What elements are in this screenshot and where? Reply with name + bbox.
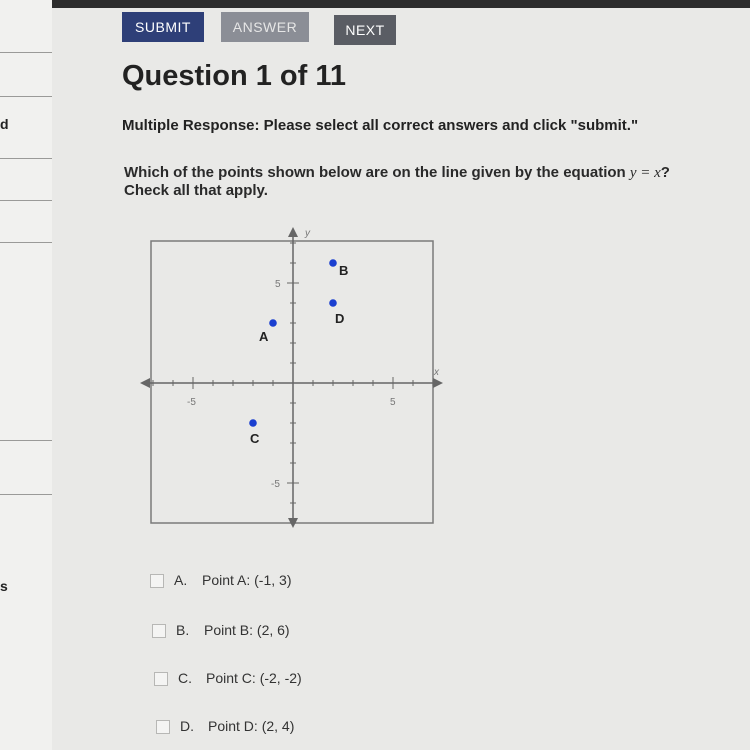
x-axis-arrow-right <box>433 378 443 388</box>
sidebar-divider <box>0 200 52 201</box>
choice-label: Point C: (-2, -2) <box>206 670 302 686</box>
question-prompt <box>124 164 724 199</box>
choice-letter: A. <box>174 572 188 588</box>
choice-label: Point D: (2, 4) <box>208 718 295 734</box>
sidebar-text-fragment: s <box>0 578 8 594</box>
point-label-b: B <box>339 263 349 278</box>
choice-label: Point B: (2, 6) <box>204 622 290 638</box>
sidebar-divider <box>0 52 52 53</box>
choice-letter: D. <box>180 718 194 734</box>
point-label-c: C <box>250 431 260 446</box>
choice-letter: C. <box>178 670 192 686</box>
x-axis-label: x <box>434 367 439 378</box>
coordinate-graph <box>138 224 443 529</box>
y-tick-label: 5 <box>275 279 281 290</box>
question-title: Question 1 of 11 <box>122 60 346 92</box>
equation: y = x <box>629 165 661 181</box>
submit-button[interactable]: SUBMIT <box>122 12 204 42</box>
choice-letter: B. <box>176 622 190 638</box>
x-tick-label: 5 <box>390 397 396 408</box>
top-edge <box>52 0 750 8</box>
checkbox[interactable] <box>154 672 168 686</box>
checkbox[interactable] <box>156 720 170 734</box>
point-b <box>329 259 337 267</box>
point-label-d: D <box>335 311 345 326</box>
sidebar-divider <box>0 158 52 159</box>
checkbox[interactable] <box>150 574 164 588</box>
point-d <box>329 299 337 307</box>
prompt-text: Which of the points shown below are on the line given by the equation <box>124 164 630 181</box>
sidebar-divider <box>0 242 52 243</box>
left-sidebar <box>0 0 52 750</box>
point-c <box>249 419 257 427</box>
sidebar-divider <box>0 440 52 441</box>
choice-label: Point A: (-1, 3) <box>202 572 292 588</box>
next-button[interactable]: NEXT <box>334 15 396 45</box>
sidebar-divider <box>0 96 52 97</box>
y-axis-arrow-up <box>288 227 298 237</box>
y-axis-label: y <box>305 228 310 239</box>
point-a <box>269 319 277 327</box>
checkbox[interactable] <box>152 624 166 638</box>
sidebar-text-fragment: d <box>0 116 9 132</box>
x-axis-arrow-left <box>140 378 150 388</box>
instruction-text: Multiple Response: Please select all correct answers and click "submit." <box>122 117 639 134</box>
prompt-text: Check all that apply. <box>124 182 268 199</box>
sidebar-divider <box>0 494 52 495</box>
point-label-a: A <box>259 329 269 344</box>
prompt-text: ? <box>660 164 670 181</box>
answer-button[interactable]: ANSWER <box>221 12 309 42</box>
y-tick-label: -5 <box>271 479 280 490</box>
x-tick-label: -5 <box>187 397 196 408</box>
